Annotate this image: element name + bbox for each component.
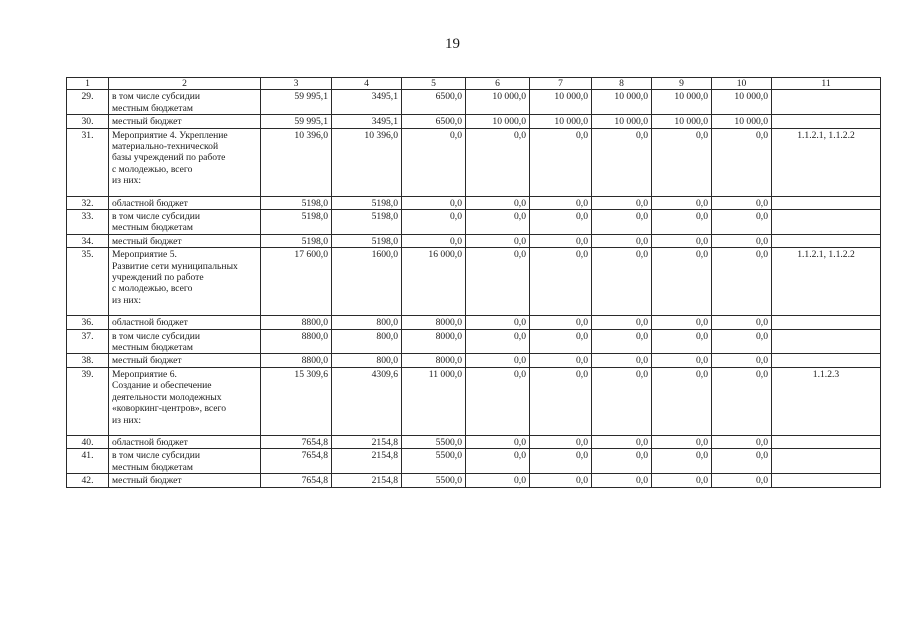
row-number-cell: 41.: [67, 449, 109, 474]
value-cell: 0,0: [466, 128, 530, 196]
row-number-cell: 37.: [67, 329, 109, 354]
table-row: [67, 354, 881, 367]
column-header: 6: [466, 78, 530, 90]
value-cell: 0,0: [530, 367, 592, 435]
value-cell: 6500,0: [402, 90, 466, 115]
value-cell: 0,0: [592, 354, 652, 367]
value-cell: 6500,0: [402, 115, 466, 128]
description-cell: [109, 329, 261, 354]
value-cell: 0,0: [652, 435, 712, 448]
value-cell: 3495,1: [332, 90, 402, 115]
value-cell: 1600,0: [332, 248, 402, 316]
value-cell: 8000,0: [402, 354, 466, 367]
value-cell: 0,0: [466, 196, 530, 209]
row-number-cell: 42.: [67, 474, 109, 487]
table-row: [67, 196, 881, 209]
value-cell: 7654,8: [261, 435, 332, 448]
description-text: областной бюджет: [112, 317, 188, 329]
value-cell: 800,0: [332, 316, 402, 329]
value-cell: 0,0: [402, 210, 466, 235]
value-cell: 10 000,0: [712, 115, 772, 128]
column-header: 5: [402, 78, 466, 90]
description-cell: [109, 128, 261, 196]
value-cell: 10 000,0: [466, 90, 530, 115]
value-cell: 2154,8: [332, 435, 402, 448]
value-cell: 10 000,0: [712, 90, 772, 115]
value-cell: 10 000,0: [652, 115, 712, 128]
value-cell: 0,0: [712, 248, 772, 316]
row-number-cell: 35.: [67, 248, 109, 316]
description-text: в том числе субсидии местным бюджетам: [112, 211, 200, 234]
indicator-cell: 1.1.2.1, 1.1.2.2: [772, 128, 881, 196]
value-cell: 0,0: [530, 248, 592, 316]
value-cell: 10 000,0: [530, 90, 592, 115]
value-cell: 8800,0: [261, 329, 332, 354]
value-cell: 11 000,0: [402, 367, 466, 435]
table-row: [67, 115, 881, 128]
indicator-cell: [772, 90, 881, 115]
value-cell: 8800,0: [261, 354, 332, 367]
value-cell: 0,0: [530, 449, 592, 474]
row-number-cell: 30.: [67, 115, 109, 128]
value-cell: 0,0: [652, 449, 712, 474]
value-cell: 10 000,0: [652, 90, 712, 115]
value-cell: 0,0: [652, 474, 712, 487]
table-row: [67, 234, 881, 247]
value-cell: 0,0: [530, 196, 592, 209]
budget-table: [66, 77, 881, 488]
value-cell: 5500,0: [402, 474, 466, 487]
value-cell: 0,0: [592, 196, 652, 209]
indicator-cell: [772, 449, 881, 474]
description-text: местный бюджет: [112, 116, 182, 128]
description-cell: [109, 367, 261, 435]
description-text: местный бюджет: [112, 355, 182, 367]
value-cell: 0,0: [466, 329, 530, 354]
value-cell: 2154,8: [332, 449, 402, 474]
value-cell: 0,0: [652, 128, 712, 196]
value-cell: 0,0: [652, 354, 712, 367]
value-cell: 8000,0: [402, 316, 466, 329]
value-cell: 0,0: [712, 210, 772, 235]
value-cell: 0,0: [592, 367, 652, 435]
value-cell: 0,0: [530, 234, 592, 247]
indicator-cell: [772, 234, 881, 247]
value-cell: 5198,0: [261, 234, 332, 247]
value-cell: 0,0: [530, 329, 592, 354]
table-row: [67, 248, 881, 316]
value-cell: 10 396,0: [261, 128, 332, 196]
value-cell: 0,0: [712, 449, 772, 474]
value-cell: 10 000,0: [466, 115, 530, 128]
description-text: местный бюджет: [112, 475, 182, 487]
value-cell: 4309,6: [332, 367, 402, 435]
table-row: [67, 128, 881, 196]
value-cell: 0,0: [652, 210, 712, 235]
value-cell: 0,0: [402, 128, 466, 196]
description-cell: [109, 354, 261, 367]
value-cell: 0,0: [466, 474, 530, 487]
header-row: [67, 78, 881, 90]
page-number: 19: [445, 36, 460, 52]
value-cell: 0,0: [402, 196, 466, 209]
value-cell: 16 000,0: [402, 248, 466, 316]
description-cell: [109, 210, 261, 235]
value-cell: 0,0: [652, 329, 712, 354]
row-number-cell: 40.: [67, 435, 109, 448]
description-cell: [109, 435, 261, 448]
description-text: в том числе субсидии местным бюджетам: [112, 450, 200, 473]
row-number-cell: 32.: [67, 196, 109, 209]
value-cell: 0,0: [466, 449, 530, 474]
indicator-cell: [772, 316, 881, 329]
value-cell: 0,0: [530, 354, 592, 367]
value-cell: 0,0: [712, 234, 772, 247]
value-cell: 0,0: [712, 329, 772, 354]
value-cell: 15 309,6: [261, 367, 332, 435]
column-header: 11: [772, 78, 881, 90]
description-text: Мероприятие 5. Развитие сети муниципальных учреждений по работе с молодежью, всего из них:: [112, 249, 238, 306]
column-header: 2: [109, 78, 261, 90]
value-cell: 800,0: [332, 329, 402, 354]
row-number-cell: 29.: [67, 90, 109, 115]
value-cell: 0,0: [712, 196, 772, 209]
column-header: 3: [261, 78, 332, 90]
value-cell: 0,0: [652, 196, 712, 209]
value-cell: 0,0: [592, 248, 652, 316]
value-cell: 0,0: [652, 367, 712, 435]
column-header: 8: [592, 78, 652, 90]
value-cell: 0,0: [466, 367, 530, 435]
value-cell: 0,0: [592, 234, 652, 247]
value-cell: 0,0: [530, 474, 592, 487]
value-cell: 0,0: [466, 435, 530, 448]
value-cell: 0,0: [592, 316, 652, 329]
table-row: [67, 367, 881, 435]
indicator-cell: [772, 115, 881, 128]
value-cell: 0,0: [712, 367, 772, 435]
column-header: 7: [530, 78, 592, 90]
indicator-cell: [772, 329, 881, 354]
value-cell: 0,0: [466, 234, 530, 247]
value-cell: 5198,0: [332, 196, 402, 209]
value-cell: 59 995,1: [261, 115, 332, 128]
value-cell: 0,0: [592, 474, 652, 487]
column-header: 1: [67, 78, 109, 90]
indicator-cell: [772, 435, 881, 448]
value-cell: 0,0: [712, 354, 772, 367]
value-cell: 10 396,0: [332, 128, 402, 196]
value-cell: 0,0: [466, 210, 530, 235]
description-cell: [109, 196, 261, 209]
value-cell: 0,0: [592, 435, 652, 448]
description-cell: [109, 248, 261, 316]
value-cell: 5198,0: [332, 234, 402, 247]
description-text: Мероприятие 6. Создание и обеспечение деятельности молодежных «коворкинг-центров», всего из них:: [112, 368, 227, 426]
table-row: [67, 329, 881, 354]
value-cell: 0,0: [592, 210, 652, 235]
column-header: 10: [712, 78, 772, 90]
description-text: Мероприятие 4. Укрепление материально-технической базы учреждений по работе с молодежью, всего из них:: [112, 129, 228, 187]
value-cell: 0,0: [652, 248, 712, 316]
value-cell: 0,0: [530, 128, 592, 196]
description-cell: [109, 115, 261, 128]
value-cell: 5500,0: [402, 449, 466, 474]
description-text: областной бюджет: [112, 436, 188, 448]
value-cell: 7654,8: [261, 449, 332, 474]
column-header: 4: [332, 78, 402, 90]
value-cell: 0,0: [592, 329, 652, 354]
value-cell: 0,0: [652, 316, 712, 329]
value-cell: 8800,0: [261, 316, 332, 329]
table-row: [67, 90, 881, 115]
value-cell: 0,0: [712, 128, 772, 196]
column-header: 9: [652, 78, 712, 90]
row-number-cell: 33.: [67, 210, 109, 235]
value-cell: 10 000,0: [530, 115, 592, 128]
value-cell: 17 600,0: [261, 248, 332, 316]
table-row: [67, 210, 881, 235]
value-cell: 0,0: [530, 316, 592, 329]
description-cell: [109, 474, 261, 487]
value-cell: 0,0: [466, 354, 530, 367]
value-cell: 5198,0: [261, 196, 332, 209]
description-cell: [109, 234, 261, 247]
indicator-cell: [772, 474, 881, 487]
description-cell: [109, 316, 261, 329]
value-cell: 2154,8: [332, 474, 402, 487]
value-cell: 0,0: [712, 316, 772, 329]
description-cell: [109, 90, 261, 115]
value-cell: 0,0: [592, 449, 652, 474]
value-cell: 3495,1: [332, 115, 402, 128]
value-cell: 0,0: [592, 128, 652, 196]
description-text: областной бюджет: [112, 197, 188, 209]
table-body: [67, 78, 881, 488]
row-number-cell: 38.: [67, 354, 109, 367]
value-cell: 0,0: [652, 234, 712, 247]
value-cell: 800,0: [332, 354, 402, 367]
table-row: [67, 449, 881, 474]
value-cell: 0,0: [712, 435, 772, 448]
value-cell: 5500,0: [402, 435, 466, 448]
value-cell: 59 995,1: [261, 90, 332, 115]
table-row: [67, 435, 881, 448]
value-cell: 5198,0: [261, 210, 332, 235]
description-text: в том числе субсидии местным бюджетам: [112, 91, 200, 114]
value-cell: 0,0: [466, 248, 530, 316]
value-cell: 0,0: [530, 435, 592, 448]
indicator-cell: [772, 354, 881, 367]
indicator-cell: [772, 210, 881, 235]
value-cell: 0,0: [402, 234, 466, 247]
table-row: [67, 474, 881, 487]
row-number-cell: 34.: [67, 234, 109, 247]
table-row: [67, 316, 881, 329]
value-cell: 0,0: [530, 210, 592, 235]
value-cell: 0,0: [466, 316, 530, 329]
value-cell: 0,0: [712, 474, 772, 487]
row-number-cell: 31.: [67, 128, 109, 196]
indicator-cell: [772, 196, 881, 209]
value-cell: 5198,0: [332, 210, 402, 235]
value-cell: 10 000,0: [592, 115, 652, 128]
description-text: в том числе субсидии местным бюджетам: [112, 330, 200, 354]
value-cell: 8000,0: [402, 329, 466, 354]
indicator-cell: 1.1.2.1, 1.1.2.2: [772, 248, 881, 316]
row-number-cell: 39.: [67, 367, 109, 435]
description-cell: [109, 449, 261, 474]
indicator-cell: 1.1.2.3: [772, 367, 881, 435]
value-cell: 7654,8: [261, 474, 332, 487]
description-text: местный бюджет: [112, 235, 182, 247]
row-number-cell: 36.: [67, 316, 109, 329]
value-cell: 10 000,0: [592, 90, 652, 115]
